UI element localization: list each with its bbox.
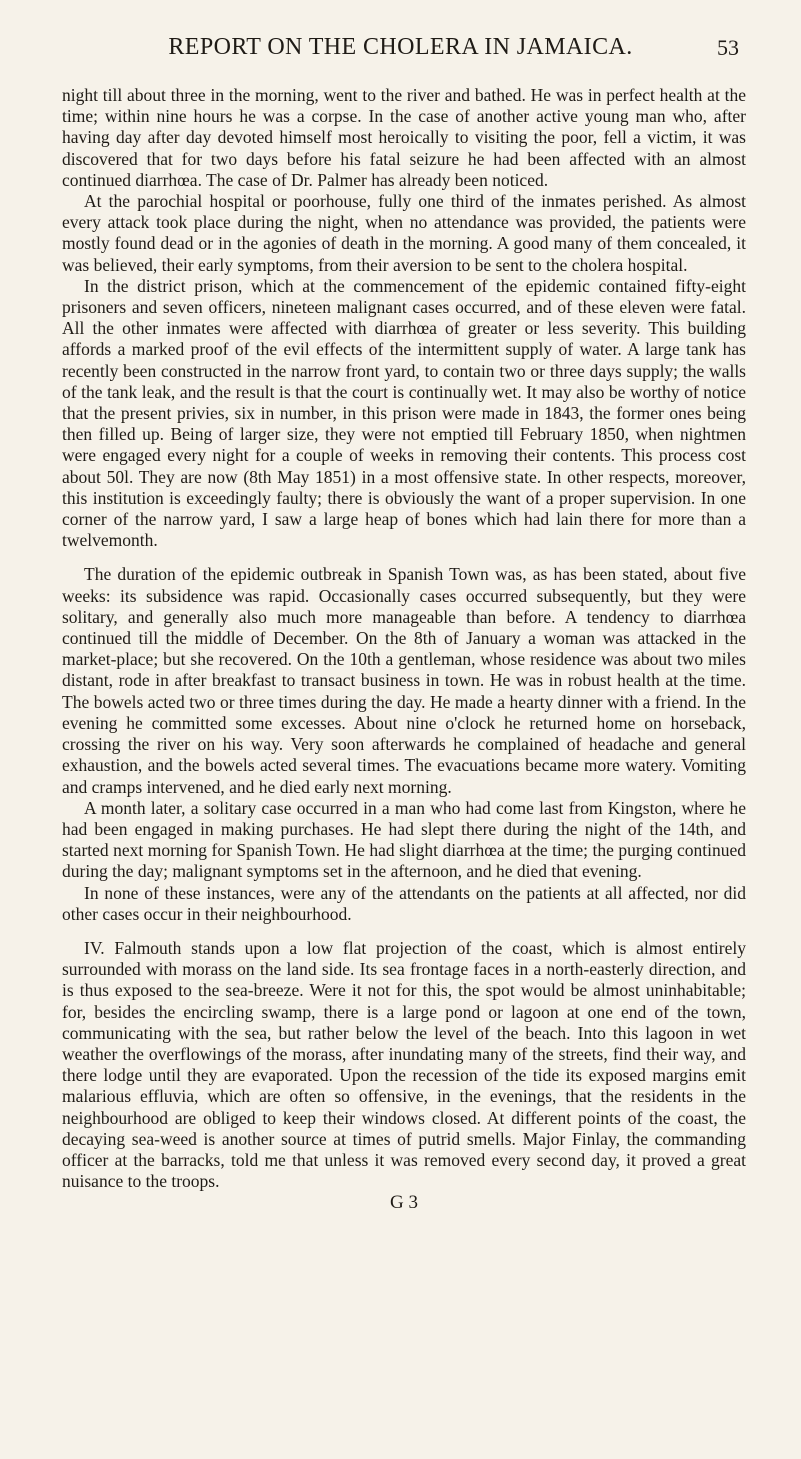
- signature-mark: G 3: [390, 1192, 418, 1214]
- body-text: [62, 85, 746, 1214]
- paragraph-continuation: night till about three in the morning, went to the river and bathed. He was in perfect health at the time; within nine hours he was a corpse. In the case of another active young man who, after having day after day devoted himself most heroically to visiting the poor, fell a victim, it was discovered that for two days before his fatal seizure he had been affected with an almost continued diarrhœa. The case of Dr. Palmer has already been noticed.: [62, 85, 746, 190]
- running-title: REPORT ON THE CHOLERA IN JAMAICA.: [168, 34, 633, 60]
- paragraph-poorhouse: At the parochial hospital or poorhouse, fully one third of the inmates perished. As almost every attack took place during the night, when no attendance was provided, the patients were mostly found dead or in the agonies of death in the morning. A good many of them concealed, it was believed, their early symptoms, from their aversion to be sent to the cholera hospital.: [62, 191, 746, 275]
- page-header: [0, 34, 801, 74]
- paragraph-falmouth: IV. Falmouth stands upon a low flat projection of the coast, which is almost entirely surrounded with morass on the land side. Its sea frontage faces in a north-easterly direction, and is thus exposed to the sea-breeze. Were it not for this, the spot would be almost uninhabitable; for, besides the encircling swamp, there is a large pond or lagoon at one end of the town, communicating with the sea, but rather below the level of the beach. Into this lagoon in wet weather the overflowings of the morass, after inundating many of the streets, find their way, and there lodge until they are evaporated. Upon the recession of the tide its exposed margins emit malarious effluvia, which are often so offensive, in the evenings, that the residents in the neighbourhood are obliged to keep their windows closed. At different points of the coast, the decaying sea-weed is another source at times of putrid smells. Major Finlay, the commanding officer at the barracks, told me that unless it was removed every second day, it proved a great nuisance to the troops.: [62, 937, 746, 1192]
- page-number: 53: [717, 35, 739, 60]
- paragraph-epidemic-duration: The duration of the epidemic outbreak in Spanish Town was, as has been stated, about five weeks: its subsidence was rapid. Occasionally cases occurred subsequently, but they were solitary, and generally also much more manageable than before. A tendency to diarrhœa continued till the middle of December. On the 8th of January a woman was attacked in the market-place; but she recovered. On the 10th a gentleman, whose residence was about two miles distant, rode in after breakfast to transact business in town. He was in robust health at the time. The bowels acted two or three times during the day. He made a hearty dinner with a friend. In the evening he committed some excesses. About nine o'clock he returned home on horseback, crossing the river on his way. Very soon afterwards he complained of headache and general exhaustion, and the bowels acted several times. The evacuations became more watery. Vomiting and cramps intervened, and he died early next morning.: [62, 564, 746, 797]
- paragraph-attendants: In none of these instances, were any of the attendants on the patients at all affected, nor did other cases occur in their neighbourhood.: [62, 882, 746, 924]
- paragraph-solitary-case: A month later, a solitary case occurred in a man who had come last from Kingston, where he had been engaged in making purchases. He had slept there during the night of the 14th, and started next morning for Spanish Town. He had slight diarrhœa at the time; the purging continued during the day; malignant symptoms set in the afternoon, and he died that evening.: [62, 797, 746, 882]
- paragraph-district-prison: In the district prison, which at the commencement of the epidemic contained fifty-eight prisoners and seven officers, nineteen malignant cases occurred, and of these eleven were fatal. All the other inmates were affected with diarrhœa of greater or less severity. This building affords a marked proof of the evil effects of the intermittent supply of water. A large tank has recently been constructed in the narrow front yard, to contain two or three days supply; the walls of the tank leak, and the result is that the court is continually wet. It may also be worthy of notice that the present privies, six in number, in this prison were made in 1843, the former ones being then filled up. Being of larger size, they were not emptied till February 1850, when nightmen were engaged every night for a couple of weeks in removing their contents. This process cost about 50l. They are now (8th May 1851) in a most offensive state. In other respects, moreover, this institution is exceedingly faulty; there is obviously the want of a proper supervision. In one corner of the narrow yard, I saw a large heap of bones which had lain there for more than a twelvemonth.: [62, 275, 746, 551]
